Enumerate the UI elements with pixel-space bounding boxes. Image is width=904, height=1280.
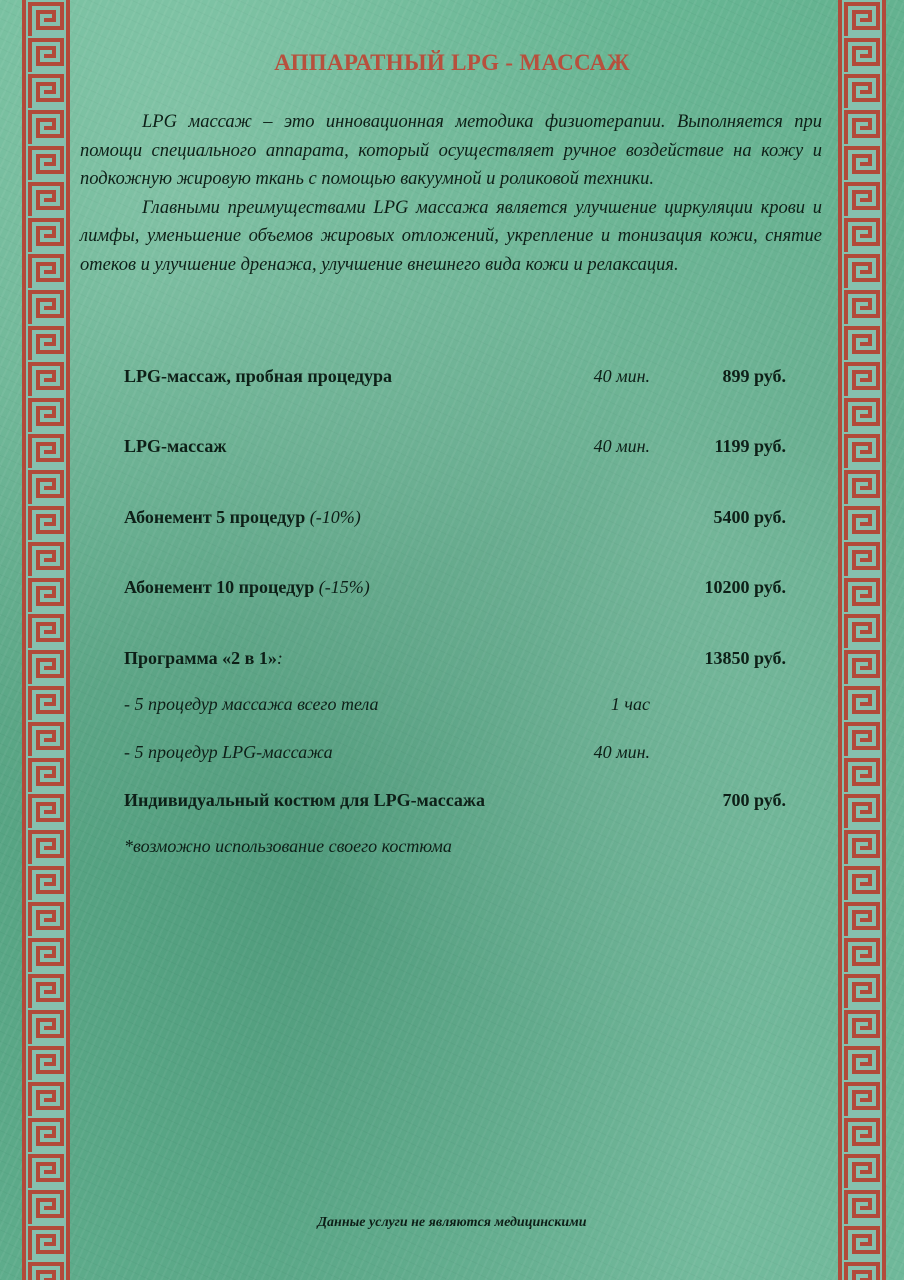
- intro-paragraph-1: LPG массаж – это инновационная методика физиотерапии. Выполняется при помощи специального аппарата, который осуществляет ручное воздействие на кожу и подкожную жировую ткань с помощью вакуумной и роликовой техники.: [80, 112, 822, 189]
- service-name: Индивидуальный костюм для LPG-массажа: [124, 790, 485, 810]
- price-row-suit: [124, 790, 786, 816]
- price-row-subscription-5: [124, 507, 786, 533]
- greek-key-border-left: [22, 0, 70, 1280]
- discount-note: (-15%): [318, 577, 370, 597]
- program-item-lpg-massage: [124, 742, 786, 768]
- service-price: 13850 руб.: [704, 648, 786, 668]
- service-duration: 40 мин.: [593, 742, 650, 762]
- service-price: 899 руб.: [722, 366, 786, 386]
- price-row-subscription-10: [124, 577, 786, 603]
- page-title: АППАРАТНЫЙ LPG - МАССАЖ: [274, 50, 630, 75]
- price-row-program-2in1: [124, 648, 786, 674]
- service-name: Программа «2 в 1»:: [124, 648, 283, 668]
- service-name: Абонемент 10 процедур (-15%): [124, 577, 370, 597]
- program-item-body-massage: [124, 694, 786, 720]
- service-duration: 1 час: [610, 694, 650, 714]
- price-row-trial: [124, 366, 786, 392]
- service-name: - 5 процедур LPG-массажа: [124, 742, 333, 762]
- service-price: 1199 руб.: [714, 436, 786, 456]
- service-price: 10200 руб.: [704, 577, 786, 597]
- service-name: LPG-массаж: [124, 436, 227, 456]
- service-price: 700 руб.: [722, 790, 786, 810]
- service-duration: 40 мин.: [593, 436, 650, 456]
- service-name: - 5 процедур массажа всего тела: [124, 694, 379, 714]
- suit-remark: *возможно использование своего костюма: [124, 836, 452, 856]
- service-name: Абонемент 5 процедур (-10%): [124, 507, 361, 527]
- service-duration: 40 мин.: [593, 366, 650, 386]
- service-price: 5400 руб.: [713, 507, 786, 527]
- intro-paragraph-2: Главными преимуществами LPG массажа является улучшение циркуляции крови и лимфы, уменьшение объемов жировых отложений, укрепление и тонизация кожи, снятие отеков и улучшение дренажа, улучшение внешнего вида кожи и релаксация.: [80, 197, 822, 275]
- footer-disclaimer: Данные услуги не являются медицинскими: [317, 1215, 587, 1230]
- greek-key-border-right: [838, 0, 886, 1280]
- service-name: LPG-массаж, пробная процедура: [124, 366, 392, 386]
- discount-note: (-10%): [309, 507, 361, 527]
- price-row-lpg: [124, 436, 786, 462]
- intro-text: [80, 108, 822, 279]
